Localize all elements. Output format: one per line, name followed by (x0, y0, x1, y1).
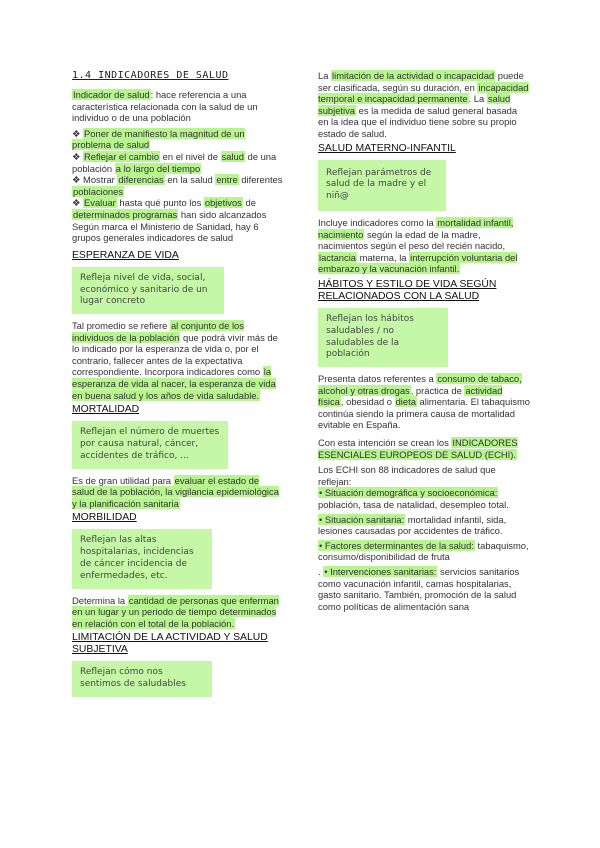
highlight: Indicador de salud (73, 89, 150, 100)
page-title: 1.4 INDICADORES DE SALUD (72, 70, 229, 81)
bullet-item: ❖ Mostrar diferencias en la salud entre diferentes poblaciones (72, 174, 283, 197)
sticky-note: Reflejan cómo nos sentimos de saludables (72, 661, 212, 697)
bullet-item: ❖ Reflejar el cambio en el nivel de salud de una población a lo largo del tiempo (72, 150, 277, 174)
sticky-note: Reflejan los hábitos saludables / no saludables de la población (318, 308, 448, 367)
section-heading-esperanza: ESPERANZA DE VIDA (72, 249, 179, 261)
limitacion-paragraph: La limitación de la actividad o incapacidad puede ser clasificada, según su duración, en incapacidad temporal e incapacidad permanente. La salud subjetiva es la medida de salud general basada en la idea que el individuo tiene sobre su propio estado de salud. (318, 70, 529, 139)
section-heading-mortalidad: MORTALIDAD (72, 404, 140, 416)
mortalidad-paragraph: Es de gran utilidad para evaluar el estado de salud de la población, la vigilancia epidemiológica y la planificación sanitaria (72, 474, 279, 509)
bullet-item: ❖ Evaluar hasta qué punto los objetivos de determinados programas han sido alcanzados (72, 197, 267, 220)
esperanza-paragraph: Tal promedio se refiere al conjunto de los individuos de la población que podrá vivir más de lo indicado por la esperanza de vida o, por el contrario, fallecer antes de la expectativa correspondiente. Incorpora indicadores como la esperanza de vida al nacer, la esperanza de vida en buena salud y los años de vida saludable. (72, 320, 278, 401)
intro-paragraph: Indicador de salud: hace referencia a una característica relacionada con la salud de un individuo o de una población (72, 89, 258, 124)
materno-paragraph: Incluye indicadores como la mortalidad infantil, nacimiento según la edad de la madre, nacimientos según el peso del recién nacido, lactancia materna, la interrupción voluntaria del embarazo y la vacunación infantil. (318, 216, 518, 275)
morbilidad-paragraph: Determina la cantidad de personas que enferman en un lugar y un periodo de tiempo determinados en relación con el total de la población. (72, 594, 279, 629)
section-heading-morbilidad: MORBILIDAD (72, 512, 137, 524)
habitos-paragraph: Presenta datos referentes a consumo de tabaco, alcohol y otras drogas, práctica de actividad física, obesidad o dieta alimentaria. El tabaquismo continúa siendo la primera causa de mortalidad evitable en España. (318, 373, 530, 431)
echi-item: • Situación demográfica y socioeconómica: población, tasa de natalidad, desempleo total. (318, 487, 509, 511)
diamond-bullet-icon: ❖ (72, 150, 81, 162)
left-column (72, 70, 284, 703)
echi-item: . • Intervenciones sanitarias: servicios sanitarios como vacunación infantil, camas hospitalarias, gasto sanitario. También, promoción de la salud como políticas de alimentación sana (318, 566, 520, 612)
bullet-item: ❖ Poner de manifiesto la magnitud de un problema de salud (72, 127, 245, 151)
sticky-note: Reflejan el número de muertes por causa natural, cáncer, accidentes de tráfico, ... (72, 421, 228, 468)
echi-item: • Situación sanitaria: mortalidad infantil, sida, lesiones causadas por accidentes de tráfico. (318, 513, 507, 537)
section-heading-materno: SALUD MATERNO-INFANTIL (318, 142, 456, 154)
section-heading-habitos: HÁBITOS Y ESTILO DE VIDA SEGÚN RELACIONADOS CON LA SALUD (318, 278, 497, 302)
sticky-note: Reflejan las altas hospitalarias, incidencias de cáncer incidencia de enfermedades, etc. (72, 529, 212, 588)
right-column (318, 70, 530, 612)
sticky-note: Reflejan parámetros de salud de la madre y el niñ@ (318, 160, 446, 211)
diamond-bullet-icon: ❖ (72, 174, 81, 186)
diamond-bullet-icon: ❖ (72, 197, 81, 209)
section-heading-limitacion: LIMITACIÓN DE LA ACTIVIDAD Y SALUD SUBJETIVA (72, 632, 268, 656)
echi-paragraph: Con esta intención se crean los INDICADORES ESENCIALES EUROPEOS DE SALUD (ECHI). (318, 437, 518, 460)
echi-item: • Factores determinantes de la salud: tabaquismo, consumo/disponibilidad de fruta (318, 539, 529, 563)
ministry-paragraph: Según marca el Ministerio de Sanidad, hay 6 grupos generales indicadores de salud (72, 220, 259, 244)
diamond-bullet-icon: ❖ (72, 127, 81, 139)
sticky-note: Refleja nivel de vida, social, económico y sanitario de un lugar concreto (72, 267, 224, 314)
echi-intro: Los ECHI son 88 indicadores de salud que reflejan: (318, 464, 496, 487)
